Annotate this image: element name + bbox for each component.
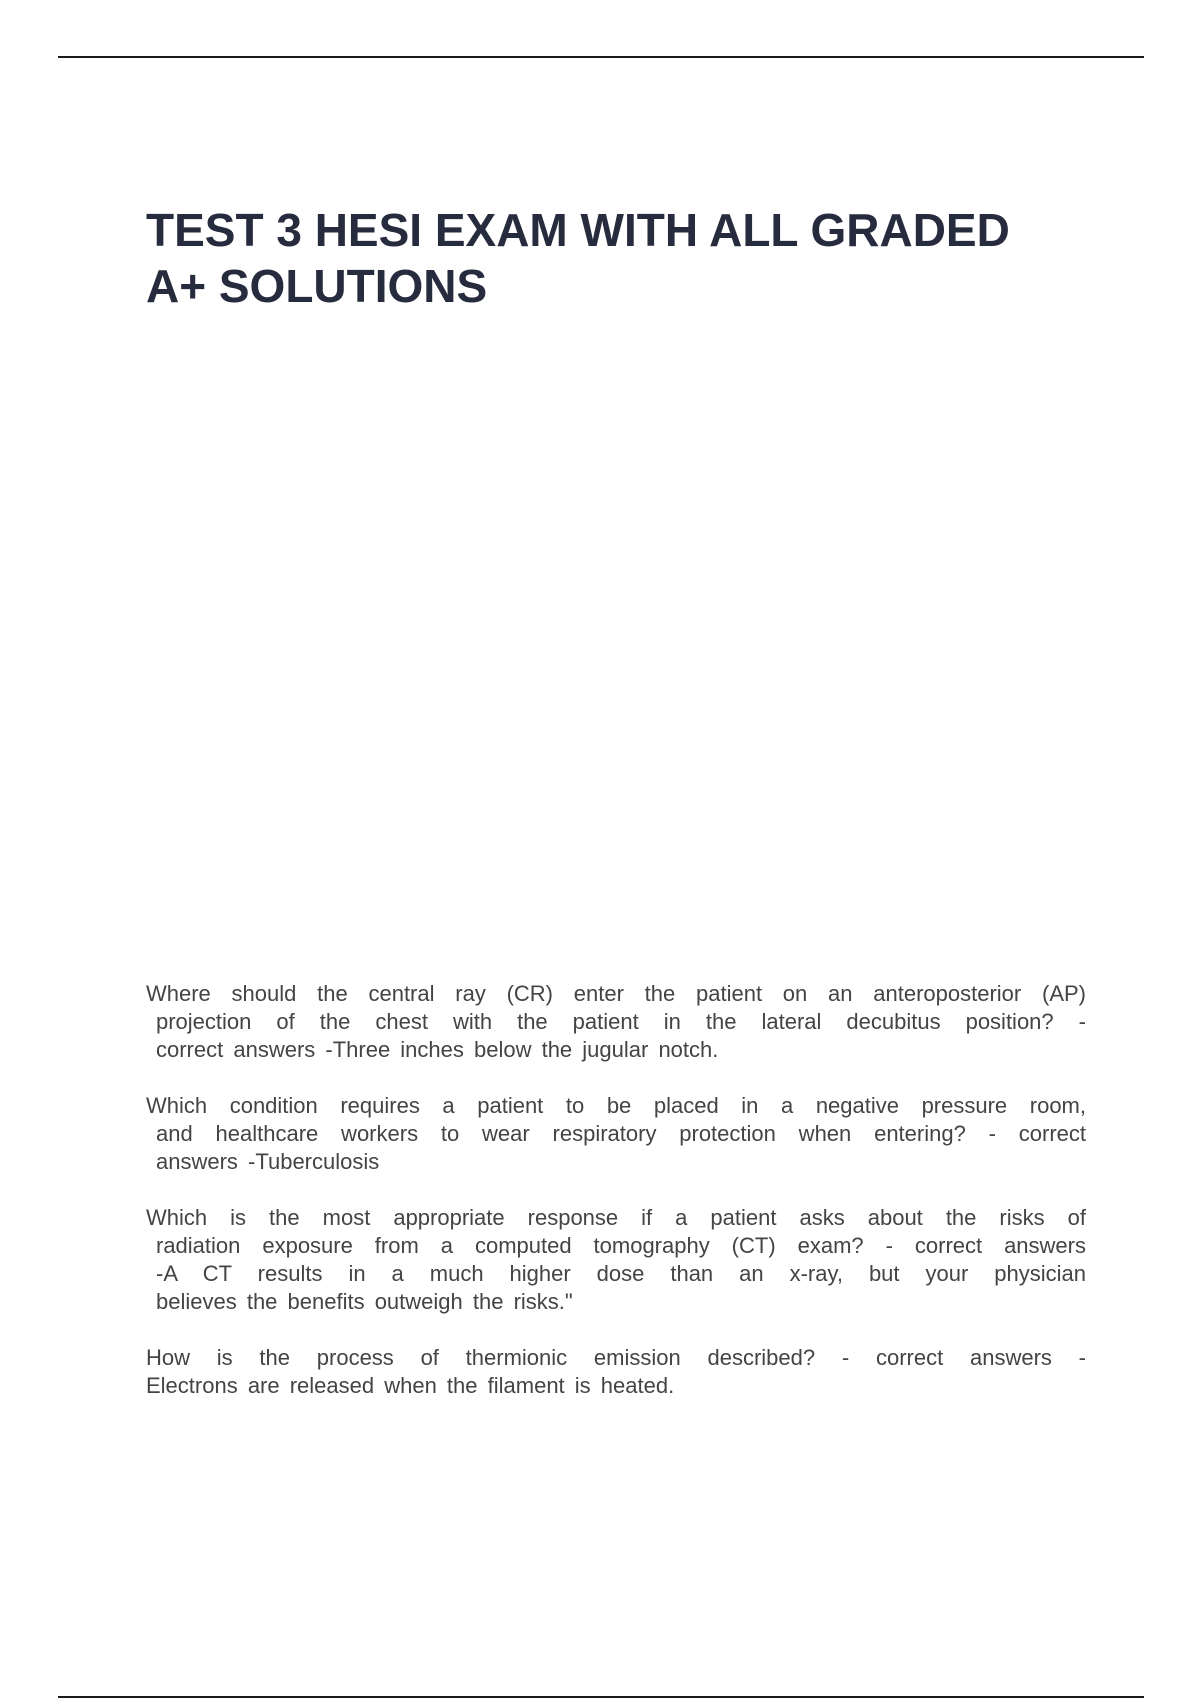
bottom-rule bbox=[58, 1696, 1144, 1698]
qa-text-line: and healthcare workers to wear respiratory protection when entering? - correct bbox=[156, 1121, 1086, 1146]
qa-text-line: -A CT results in a much higher dose than an x-ray, but your physician bbox=[156, 1261, 1086, 1286]
qa-text-line: Which is the most appropriate response if a patient asks about the risks of bbox=[146, 1205, 1086, 1230]
qa-text-line: answers -Tuberculosis bbox=[156, 1149, 380, 1174]
top-rule bbox=[58, 56, 1144, 58]
title-line: A+ SOLUTIONS bbox=[146, 260, 488, 312]
document-title bbox=[146, 202, 1106, 314]
qa-item bbox=[146, 1092, 1086, 1176]
qa-text-line: projection of the chest with the patient in the lateral decubitus position? - bbox=[156, 1009, 1086, 1034]
qa-text-line: correct answers -Three inches below the jugular notch. bbox=[156, 1037, 719, 1062]
qa-text-line: radiation exposure from a computed tomography (CT) exam? - correct answers bbox=[156, 1233, 1086, 1258]
qa-item bbox=[146, 980, 1086, 1064]
qa-text-line: believes the benefits outweigh the risks." bbox=[156, 1289, 573, 1314]
qa-text-line: Where should the central ray (CR) enter the patient on an anteroposterior (AP) bbox=[146, 981, 1086, 1006]
title-line: TEST 3 HESI EXAM WITH ALL GRADED bbox=[146, 204, 1010, 256]
qa-list bbox=[146, 980, 1086, 1428]
qa-item bbox=[146, 1344, 1086, 1400]
qa-text-line: Electrons are released when the filament is heated. bbox=[146, 1373, 675, 1398]
qa-item bbox=[146, 1204, 1086, 1316]
qa-text-line: How is the process of thermionic emission described? - correct answers - bbox=[146, 1345, 1086, 1370]
qa-text-line: Which condition requires a patient to be placed in a negative pressure room, bbox=[146, 1093, 1086, 1118]
